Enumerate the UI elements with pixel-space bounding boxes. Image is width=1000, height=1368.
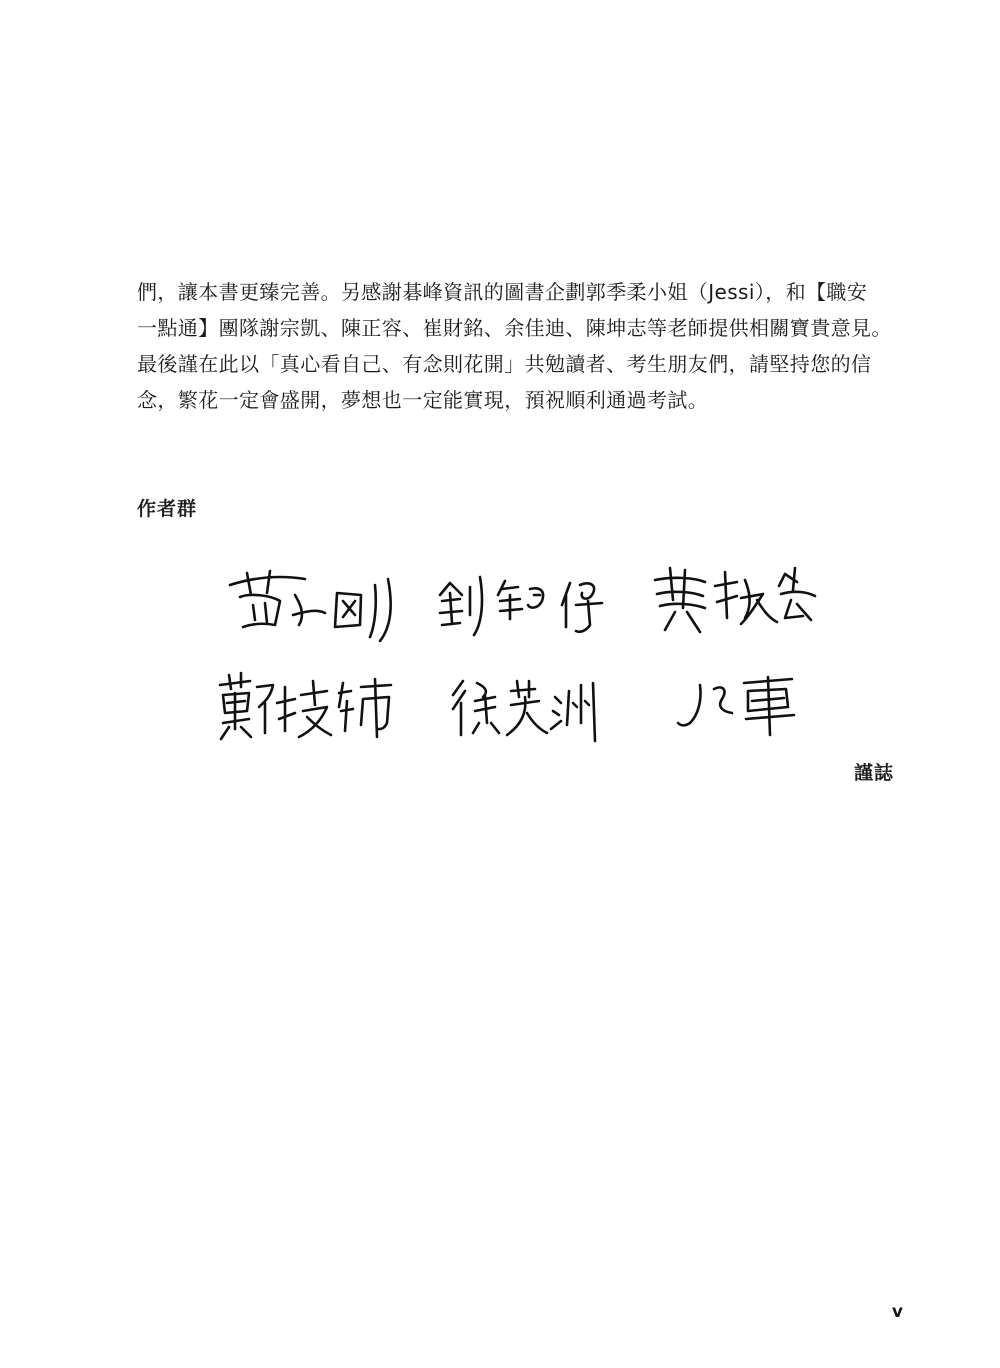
paragraph-line: 們，讓本書更臻完善。另感謝碁峰資訊的圖書企劃郭季柔小姐（Jessi），和【職安: [137, 280, 868, 304]
signature-image: [215, 667, 405, 747]
preface-paragraph: [137, 274, 907, 418]
signature-image: [645, 560, 835, 640]
paragraph-line: 念，繁花一定會盛開，夢想也一定能實現，預祝順利通過考試。: [137, 388, 709, 412]
page-number: v: [891, 1302, 903, 1322]
signature-image: [445, 667, 635, 747]
authors-heading: 作者群: [137, 498, 198, 520]
closing-signoff: 謹誌: [853, 762, 894, 784]
signature-image: [430, 565, 620, 645]
signature-image: [225, 565, 415, 645]
signature-grid: [200, 555, 840, 745]
paragraph-line: 一點通】團隊謝宗凱、陳正容、崔財銘、余佳迪、陳坤志等老師提供相關寶貴意見。: [137, 316, 892, 340]
paragraph-line: 最後謹在此以「真心看自己、有念則花開」共勉讀者、考生朋友們，請堅持您的信: [137, 352, 872, 376]
signature-image: [660, 665, 850, 745]
